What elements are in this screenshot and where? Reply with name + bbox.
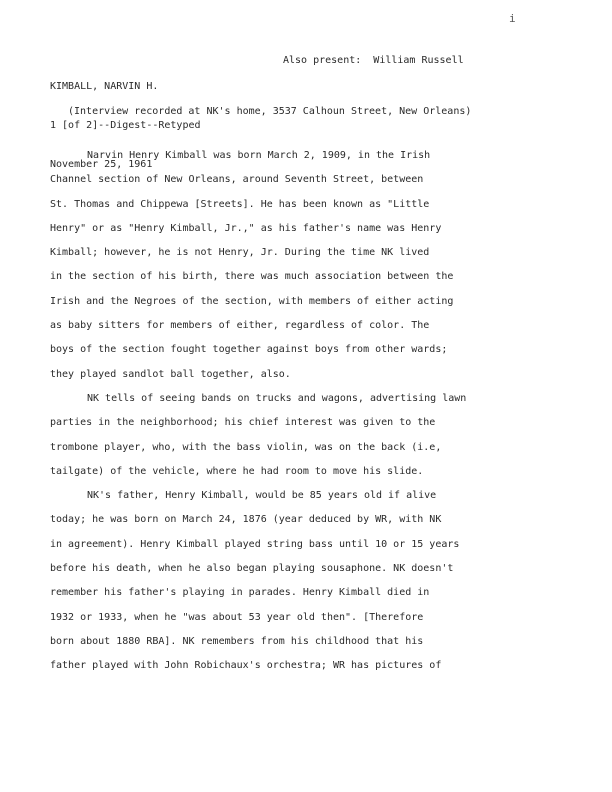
body-line: Kimball; however, he is not Henry, Jr. During the time NK lived (50, 247, 430, 259)
body-line: NK tells of seeing bands on trucks and wagons, advertising lawn (87, 392, 467, 404)
body-line: 1932 or 1933, when he "was about 53 year old then". [Therefore (50, 611, 424, 623)
intro-note: (Interview recorded at NK's home, 3537 Calhoun Street, New Orleans) (68, 106, 472, 117)
body-line: in agreement). Henry Kimball played string bass until 10 or 15 years (50, 538, 460, 550)
body-line: father played with John Robichaux's orchestra; WR has pictures of (50, 660, 442, 672)
header-date: November 25, 1961 (50, 159, 153, 170)
body-line: before his death, when he also began playing sousaphone. NK doesn't (50, 563, 454, 575)
header-also-present: Also present: William Russell (283, 55, 464, 66)
body-line: boys of the section fought together against boys from other wards; (50, 344, 448, 356)
page-mark: i (509, 12, 516, 25)
header-reel: 1 [of 2]--Digest--Retyped (50, 120, 201, 131)
body-line: as baby sitters for members of either, regardless of color. The (50, 320, 430, 332)
header-name: KIMBALL, NARVIN H. (50, 81, 159, 92)
body-line: Narvin Henry Kimball was born March 2, 1909, in the Irish (87, 150, 431, 161)
body-line: remember his father's playing in parades. Henry Kimball died in (50, 587, 430, 599)
body-line: in the section of his birth, there was much association between the (50, 271, 454, 283)
body-line: tailgate) of the vehicle, where he had room to move his slide. (50, 465, 424, 477)
body-line: born about 1880 RBA]. NK remembers from his childhood that his (50, 635, 424, 647)
body-line: NK's father, Henry Kimball, would be 85 years old if alive (87, 490, 437, 502)
body-line: today; he was born on March 24, 1876 (year deduced by WR, with NK (50, 514, 442, 526)
body-line: Henry" or as "Henry Kimball, Jr.," as his father's name was Henry (50, 222, 442, 234)
body-line: Channel section of New Orleans, around Seventh Street, between (50, 174, 424, 186)
body-line: St. Thomas and Chippewa [Streets]. He has been known as "Little (50, 198, 430, 210)
body-line: Irish and the Negroes of the section, with members of either acting (50, 295, 454, 307)
body-line: parties in the neighborhood; his chief interest was given to the (50, 417, 436, 429)
body-text (50, 144, 550, 679)
body-line: trombone player, who, with the bass violin, was on the back (i.e, (50, 441, 442, 453)
body-line: they played sandlot ball together, also. (50, 368, 291, 380)
